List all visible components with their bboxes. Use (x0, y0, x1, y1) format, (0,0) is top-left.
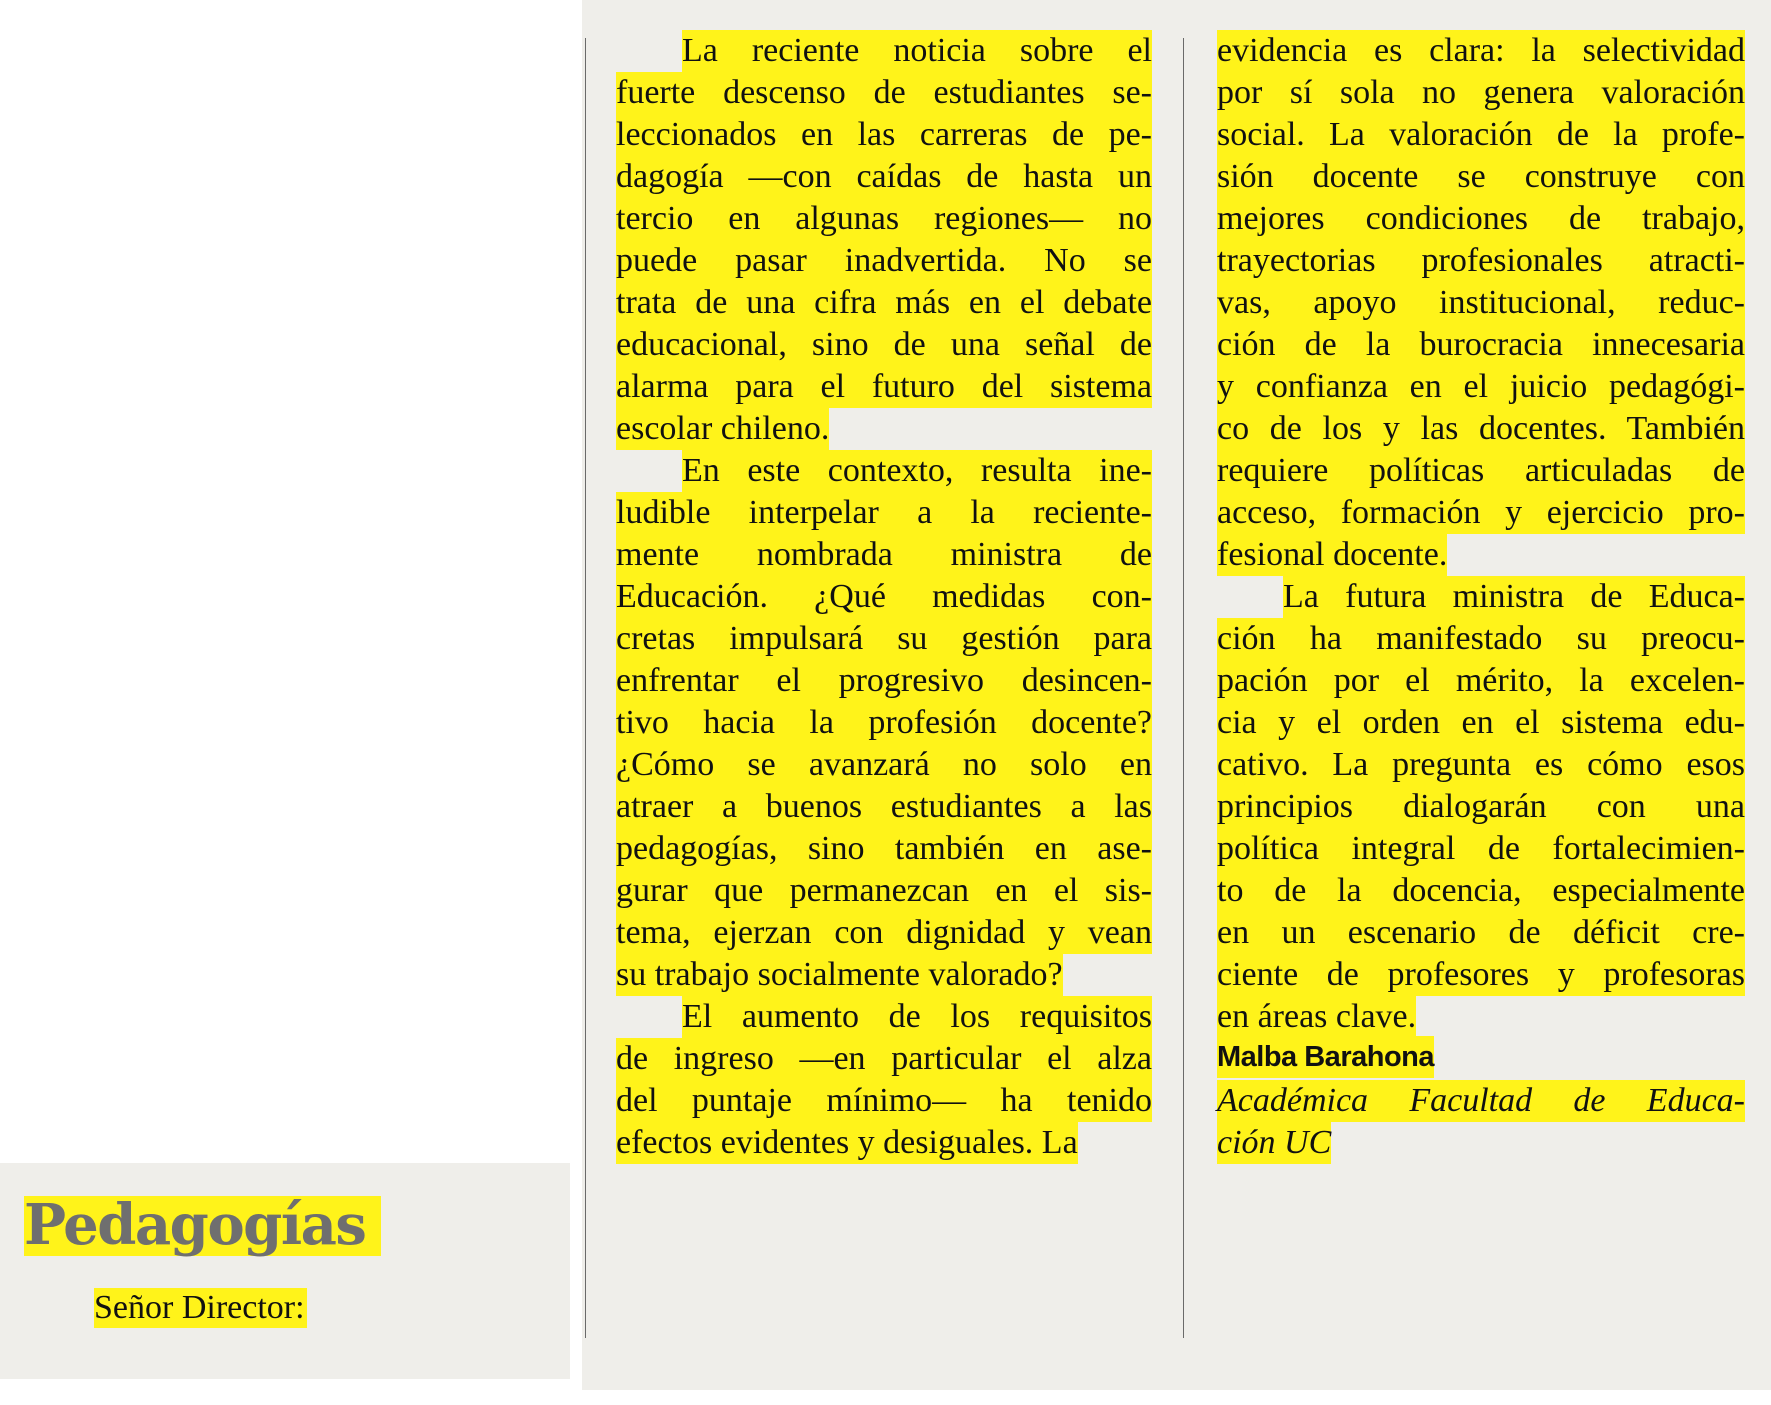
col1-line-text: de ingreso —en particular el alza (616, 1038, 1152, 1080)
col2-line (1217, 909, 1745, 951)
col1-line (616, 153, 1152, 195)
col1-line-text: su trabajo socialmente valorado? (616, 954, 1063, 996)
col2-line (1217, 447, 1745, 489)
col2-line (1217, 111, 1745, 153)
col1-line (616, 825, 1152, 867)
col2-line-text: pación por el mérito, la excelen- (1217, 660, 1745, 702)
col2-line (1217, 699, 1745, 741)
col2-line-text: principios dialogarán con una (1217, 786, 1745, 828)
col2-line-text: acceso, formación y ejercicio pro- (1217, 492, 1745, 534)
col2-line-text: co de los y las docentes. También (1217, 408, 1745, 450)
col2-line (1217, 279, 1745, 321)
col1-line-text: Educación. ¿Qué medidas con- (616, 576, 1152, 618)
col2-line-text: mejores condiciones de trabajo, (1217, 198, 1745, 240)
col2-line-text: sión docente se construye con (1217, 156, 1745, 198)
col1-line (616, 993, 1152, 1035)
col2-line-text: social. La valoración de la profe- (1217, 114, 1745, 156)
col1-line-text: tivo hacia la profesión docente? (616, 702, 1152, 744)
col2-line-text: fesional docente. (1217, 534, 1447, 576)
col1-line-text: ludible interpelar a la reciente- (616, 492, 1152, 534)
section-title: Pedagogías (24, 1192, 366, 1258)
col2-line-text: to de la docencia, especialmente (1217, 870, 1745, 912)
col1-line-text: tercio en algunas regiones— no (616, 198, 1152, 240)
col2-line-text: y confianza en el juicio pedagógi- (1217, 366, 1745, 408)
col1-line-text: fuerte descenso de estudiantes se- (616, 72, 1152, 114)
col2-line-text: cativo. La pregunta es cómo esos (1217, 744, 1745, 786)
col2-line (1217, 573, 1745, 615)
col1-line (616, 321, 1152, 363)
col1-line (616, 951, 1152, 993)
col1-line-text: El aumento de los requisitos (682, 996, 1152, 1038)
column-rule-left (585, 38, 586, 1338)
col1-line (616, 1119, 1152, 1161)
col1-line (616, 741, 1152, 783)
signature-title: Académica Facultad de Educa- (1217, 1080, 1745, 1122)
col1-line-text: cretas impulsará su gestión para (616, 618, 1152, 660)
col1-line (616, 489, 1152, 531)
col2-line (1217, 405, 1745, 447)
col1-line (616, 363, 1152, 405)
col1-line (616, 405, 1152, 447)
col2-line (1217, 195, 1745, 237)
col1-line-text: enfrentar el progresivo desincen- (616, 660, 1152, 702)
col1-line-text: trata de una cifra más en el debate (616, 282, 1152, 324)
col1-line-text: leccionados en las carreras de pe- (616, 114, 1152, 156)
col1-line-text: ¿Cómo se avanzará no solo en (616, 744, 1152, 786)
col2-line-text: ción de la burocracia innecesaria (1217, 324, 1745, 366)
col1-line-text: En este contexto, resulta ine- (682, 450, 1152, 492)
col1-line-text: mente nombrada ministra de (616, 534, 1152, 576)
col2-line-text: en un escenario de déficit cre- (1217, 912, 1745, 954)
col1-line (616, 615, 1152, 657)
col2-line-text: trayectorias profesionales atracti- (1217, 240, 1745, 282)
col1-line-text: tema, ejerzan con dignidad y vean (616, 912, 1152, 954)
col1-line-text: alarma para el futuro del sistema (616, 366, 1152, 408)
col2-line (1217, 237, 1745, 279)
col1-line (616, 279, 1152, 321)
col1-line-text: gurar que permanezcan en el sis- (616, 870, 1152, 912)
col1-line (616, 1035, 1152, 1077)
col2-line-text: vas, apoyo institucional, reduc- (1217, 282, 1745, 324)
column-rule-middle (1183, 38, 1184, 1338)
col2-line (1217, 69, 1745, 111)
col1-line (616, 237, 1152, 279)
col1-line (616, 783, 1152, 825)
col2-line (1217, 615, 1745, 657)
signature-title-row (1217, 1077, 1745, 1119)
col2-line (1217, 531, 1745, 573)
col2-line-text: por sí sola no genera valoración (1217, 72, 1745, 114)
col2-line (1217, 783, 1745, 825)
col2-line-text: ción ha manifestado su preocu- (1217, 618, 1745, 660)
col1-line-text: atraer a buenos estudiantes a las (616, 786, 1152, 828)
col2-line (1217, 825, 1745, 867)
col1-line (616, 1077, 1152, 1119)
col1-line-text: efectos evidentes y desiguales. La (616, 1122, 1078, 1164)
signature-title: ción UC (1217, 1122, 1331, 1164)
salutation: Señor Director: (94, 1289, 305, 1326)
article-column-1 (616, 27, 1152, 1161)
col2-line (1217, 321, 1745, 363)
col2-line-text: requiere políticas articuladas de (1217, 450, 1745, 492)
col2-line (1217, 741, 1745, 783)
col1-line-text: dagogía —con caídas de hasta un (616, 156, 1152, 198)
col2-line-text: La futura ministra de Educa- (1283, 576, 1745, 618)
col1-line (616, 195, 1152, 237)
signature-title-row (1217, 1119, 1745, 1161)
col2-line (1217, 867, 1745, 909)
col1-line (616, 699, 1152, 741)
col1-line-text: pedagogías, sino también en ase- (616, 828, 1152, 870)
col2-line-text: cia y el orden en el sistema edu- (1217, 702, 1745, 744)
col1-line (616, 111, 1152, 153)
col2-line-text: en áreas clave. (1217, 996, 1416, 1038)
col1-line (616, 69, 1152, 111)
col1-line (616, 867, 1152, 909)
col1-line (616, 531, 1152, 573)
col1-line (616, 573, 1152, 615)
col1-line-text: La reciente noticia sobre el (682, 30, 1152, 72)
col1-line-text: puede pasar inadvertida. No se (616, 240, 1152, 282)
col2-line (1217, 657, 1745, 699)
col2-line (1217, 27, 1745, 69)
col2-line-text: ciente de profesores y profesoras (1217, 954, 1745, 996)
col2-line-text: política integral de fortalecimien- (1217, 828, 1745, 870)
col1-line (616, 657, 1152, 699)
col2-line-text: evidencia es clara: la selectividad (1217, 30, 1745, 72)
col1-line (616, 27, 1152, 69)
col2-line (1217, 489, 1745, 531)
col2-line (1217, 951, 1745, 993)
article-column-2 (1217, 27, 1745, 1161)
col1-line-text: educacional, sino de una señal de (616, 324, 1152, 366)
col2-line (1217, 153, 1745, 195)
col1-line (616, 909, 1152, 951)
col2-line (1217, 993, 1745, 1035)
col1-line-text: escolar chileno. (616, 408, 829, 450)
col1-line-text: del puntaje mínimo— ha tenido (616, 1080, 1152, 1122)
col2-line (1217, 363, 1745, 405)
signature-name: Malba Barahona (1217, 1036, 1434, 1078)
signature-name-row (1217, 1035, 1745, 1077)
col1-line (616, 447, 1152, 489)
